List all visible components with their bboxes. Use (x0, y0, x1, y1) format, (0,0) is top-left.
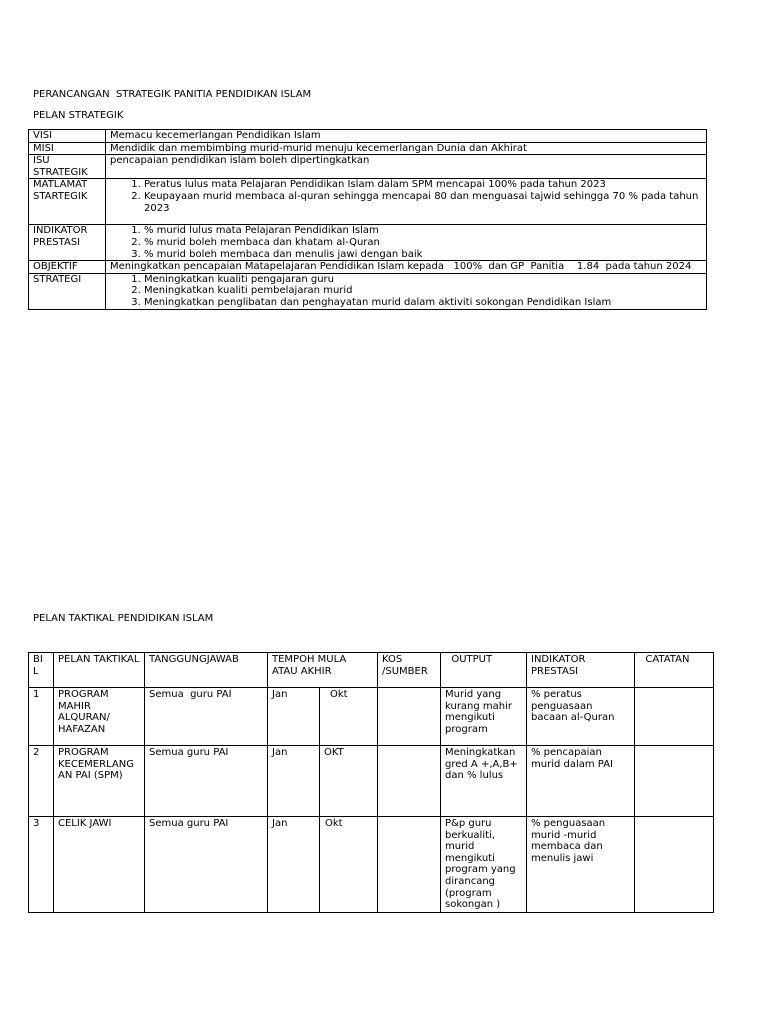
cell-indikator (527, 746, 635, 817)
cell-bil: 1 (29, 688, 54, 746)
cell-mula: Jan (268, 817, 320, 913)
strategi-label: STRATEGI (29, 273, 106, 309)
cell-tanggungjawab: Semua guru PAI (145, 688, 268, 746)
document-title: PERANCANGAN STRATEGIK PANITIA PENDIDIKAN ISLAM (33, 89, 312, 100)
misi-label: MISI (29, 142, 106, 155)
table-row (29, 179, 707, 225)
list-item: 2. Keupayaan murid membaca al-quran sehingga mencapai 80 dan menguasai tajwid sehingga 70 % pada tahun 2023 (144, 191, 702, 214)
table-row (29, 130, 707, 143)
header-pelan: PELAN TAKTIKAL (54, 653, 145, 688)
objektif-label: OBJEKTIF (29, 261, 106, 274)
table-row (29, 142, 707, 155)
indikator-label: INDIKATOR PRESTASI (29, 225, 106, 261)
header-output: OUTPUT (441, 653, 527, 688)
list-item: 2. % murid boleh membaca dan khatam al-Quran (144, 237, 702, 249)
cell-bil: 3 (29, 817, 54, 913)
list-item: 3. % murid boleh membaca dan menulis jawi dengan baik (144, 249, 702, 261)
cell-catatan (635, 746, 714, 817)
header-tempoh (268, 653, 378, 688)
strategi-value (106, 273, 707, 309)
cell-mula: Jan (268, 688, 320, 746)
table-row (29, 746, 714, 817)
table-row (29, 225, 707, 261)
indikator-list (110, 225, 702, 260)
header-bil: BI L (29, 653, 54, 688)
cell-output: Meningkatkan gred A +,A,B+ dan % lulus (441, 746, 527, 817)
table-header-row (29, 653, 714, 688)
matlamat-value (106, 179, 707, 225)
table-row (29, 261, 707, 274)
isu-value: pencapaian pendidikan islam boleh dipertingkatkan (106, 155, 707, 179)
cell-tanggungjawab: Semua guru PAI (145, 817, 268, 913)
strategic-plan-table (28, 129, 707, 310)
cell-catatan (635, 817, 714, 913)
visi-label: VISI (29, 130, 106, 143)
header-tempoh-text: TEMPOH MULA ATAU AKHIR (272, 654, 347, 677)
matlamat-list (110, 179, 702, 214)
cell-pelan: PROGRAM KECEMERLANG AN PAI (SPM) (54, 746, 145, 817)
list-item: 1. % murid lulus mata Pelajaran Pendidikan Islam (144, 225, 702, 237)
tactical-plan-heading: PELAN TAKTIKAL PENDIDIKAN ISLAM (33, 613, 214, 624)
cell-akhir: Okt (320, 688, 378, 746)
strategic-plan-heading: PELAN STRATEGIK (33, 110, 124, 121)
strategi-list (110, 274, 702, 309)
cell-indikator: % peratus penguasaan bacaan al-Quran (527, 688, 635, 746)
list-item: 1. Peratus lulus mata Pelajaran Pendidikan Islam dalam SPM mencapai 100% pada tahun 2023 (144, 179, 702, 191)
header-indikator: INDIKATOR PRESTASI (527, 653, 635, 688)
cell-akhir: Okt (320, 817, 378, 913)
matlamat-label: MATLAMAT STARTEGIK (29, 179, 106, 225)
cell-bil: 2 (29, 746, 54, 817)
isu-label: ISU STRATEGIK (29, 155, 106, 179)
cell-output: P&p guru berkualiti, murid mengikuti program yang dirancang (program sokongan ) (441, 817, 527, 913)
table-row (29, 817, 714, 913)
cell-kos (378, 688, 441, 746)
header-catatan: CATATAN (635, 653, 714, 688)
table-row (29, 273, 707, 309)
header-tanggungjawab: TANGGUNGJAWAB (145, 653, 268, 688)
cell-pelan: CELIK JAWI (54, 817, 145, 913)
list-item: 1. Meningkatkan kualiti pengajaran guru (144, 274, 702, 286)
tactical-plan-table (28, 652, 714, 913)
cell-kos (378, 746, 441, 817)
table-row (29, 155, 707, 179)
cell-pelan: PROGRAM MAHIR ALQURAN/ HAFAZAN (54, 688, 145, 746)
list-item: 3. Meningkatkan penglibatan dan penghayatan murid dalam aktiviti sokongan Pendidikan Islam (144, 297, 702, 309)
visi-value: Memacu kecemerlangan Pendidikan Islam (106, 130, 707, 143)
objektif-value: Meningkatkan pencapaian Matapelajaran Pendidikan Islam kepada 100% dan GP Panitia 1.84 pada tahun 2024 (106, 261, 707, 274)
list-item: 2. Meningkatkan kualiti pembelajaran murid (144, 285, 702, 297)
indikator-value (106, 225, 707, 261)
table-row (29, 688, 714, 746)
cell-tanggungjawab: Semua guru PAI (145, 746, 268, 817)
cell-indikator-text: % pencapaian murid dalam PAI (531, 747, 613, 770)
cell-catatan (635, 688, 714, 746)
cell-kos (378, 817, 441, 913)
cell-output: Murid yang kurang mahir mengikuti program (441, 688, 527, 746)
cell-akhir: OKT (320, 746, 378, 817)
misi-value: Mendidik dan membimbing murid-murid menuju kecemerlangan Dunia dan Akhirat (106, 142, 707, 155)
cell-indikator: % penguasaan murid -murid membaca dan menulis jawi (527, 817, 635, 913)
header-kos: KOS /SUMBER (378, 653, 441, 688)
cell-mula: Jan (268, 746, 320, 817)
